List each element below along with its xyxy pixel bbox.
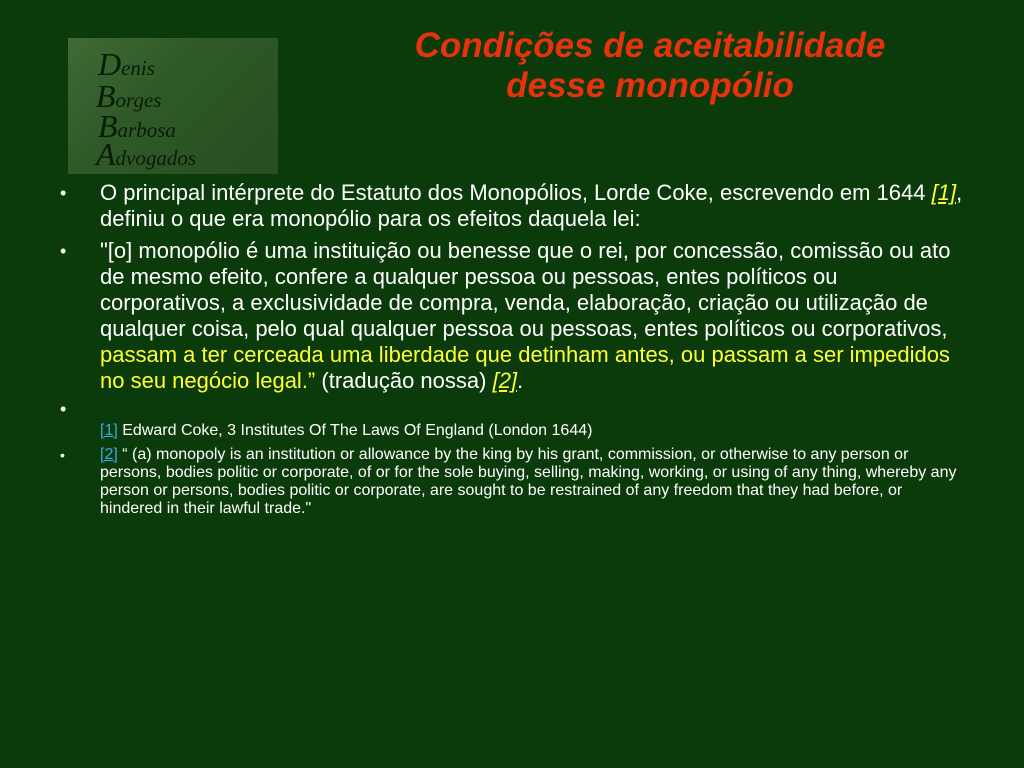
bullet-mark: •: [60, 183, 67, 203]
footnote-2: [60, 446, 965, 518]
logo-line-barbosa: Barbosa: [98, 108, 176, 144]
bullet-monopoly-definition: [60, 238, 965, 394]
bullet-mark: •: [60, 399, 67, 419]
bullet-coke-intro: [60, 180, 965, 232]
bullet-text: "[o] monopólio é uma instituição ou benesse que o rei, por concessão, comissão ou ato de mesmo efeito, confere a qualquer pessoa ou pessoas, entes políticos ou corporativos, a exclusividade de compra, venda, elaboração, criação ou utilização de qualquer coisa, pelo qual qualquer pessoa ou pessoas, entes políticos ou corporativos, passam a ter cerceada uma liberdade que detinham antes, ou passam a ser impedidos no seu negócio legal.” (tradução nossa) [2].: [100, 238, 951, 393]
bullet-empty: [60, 396, 965, 422]
slide-title: [300, 26, 1000, 106]
footnote-link-2[interactable]: [2]: [492, 368, 518, 393]
footnote-ref-1[interactable]: [1]: [100, 422, 118, 439]
logo-line-advogados: Advogados: [96, 136, 197, 172]
highlighted-quote: passam a ter cerceada uma liberdade que detinham antes, ou passam a ser impedidos no seu negócio legal.”: [100, 342, 950, 393]
bullet-mark: •: [60, 241, 67, 261]
firm-logo: [68, 38, 278, 174]
slide-body: [60, 180, 965, 518]
footnote-ref-2[interactable]: [2]: [100, 446, 118, 463]
title-line-1: Condições de aceitabilidade: [414, 26, 886, 65]
footnote-2-text: [2] “ (a) monopoly is an institution or allowance by the king by his grant, commission, or otherwise to any person or persons, bodies politic or corporate, of or for the sole buying, selling, making, working, or using of any thing, whereby any person or persons, bodies politic or corporate, are sought to be restrained of any freedom that they had before, or hindered in their lawful trade.": [100, 446, 957, 517]
logo-line-borges: Borges: [96, 78, 162, 114]
bullet-mark: •: [60, 447, 65, 463]
footnote-link-1[interactable]: [1]: [931, 180, 957, 205]
logo-line-denis: Denis: [98, 46, 155, 82]
title-line-2: desse monopólio: [506, 66, 794, 105]
bullet-text: O principal intérprete do Estatuto dos Monopólios, Lorde Coke, escrevendo em 1644 [1], definiu o que era monopólio para os efeitos daquela lei:: [100, 180, 963, 231]
footnote-1: [1] Edward Coke, 3 Institutes Of The Laws Of England (London 1644): [100, 422, 593, 439]
